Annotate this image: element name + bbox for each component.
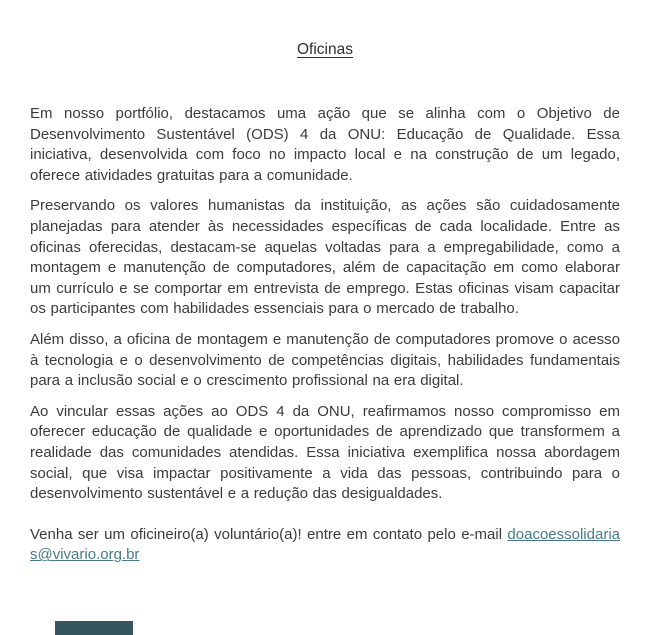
body-paragraph: Preservando os valores humanistas da instituição, as ações são cuidadosamente planejadas para atender às necessidades específicas de cada localidade. Entre as oficinas oferecidas, destacam-se aquelas voltadas para a empregabilidade, como a montagem e manutenção de computadores, além de capacitação em como elaborar um currículo e se comportar em entrevista de emprego. Estas oficinas visam capacitar os participantes com habilidades essenciais para o mercado de trabalho. bbox=[30, 197, 620, 318]
page-title bbox=[30, 40, 620, 60]
email-link[interactable]: doacoessolidarias@vivario.org.br bbox=[30, 525, 620, 564]
closing-paragraph bbox=[30, 525, 620, 566]
body-paragraph: Ao vincular essas ações ao ODS 4 da ONU, reafirmamos nosso compromisso em oferecer educação de qualidade e oportunidades de aprendizado que transformem a realidade das comunidades atendidas. Essa iniciativa exemplifica nossa abordagem social, que visa impactar positivamente a vida das pessoas, contribuindo para o desenvolvimento sustentável e a redução das desigualdades. bbox=[30, 402, 620, 503]
closing-text: Venha ser um oficineiro(a) voluntário(a)! entre em contato pelo e-mail bbox=[30, 525, 508, 543]
page-title-text: Oficinas bbox=[297, 41, 353, 58]
body-paragraph: Em nosso portfólio, destacamos uma ação que se alinha com o Objetivo de Desenvolvimento Sustentável (ODS) 4 da ONU: Educação de Qualidade. Essa iniciativa, desenvolvida com foco no impacto local e na construção de um legado, oferece atividades gratuitas para a comunidade. bbox=[30, 105, 620, 184]
partial-bottom-element bbox=[55, 621, 133, 635]
body-paragraph: Além disso, a oficina de montagem e manutenção de computadores promove o acesso à tecnologia e o desenvolvimento de competências digitais, habilidades fundamentais para a inclusão social e o crescimento profissional na era digital. bbox=[30, 330, 620, 390]
